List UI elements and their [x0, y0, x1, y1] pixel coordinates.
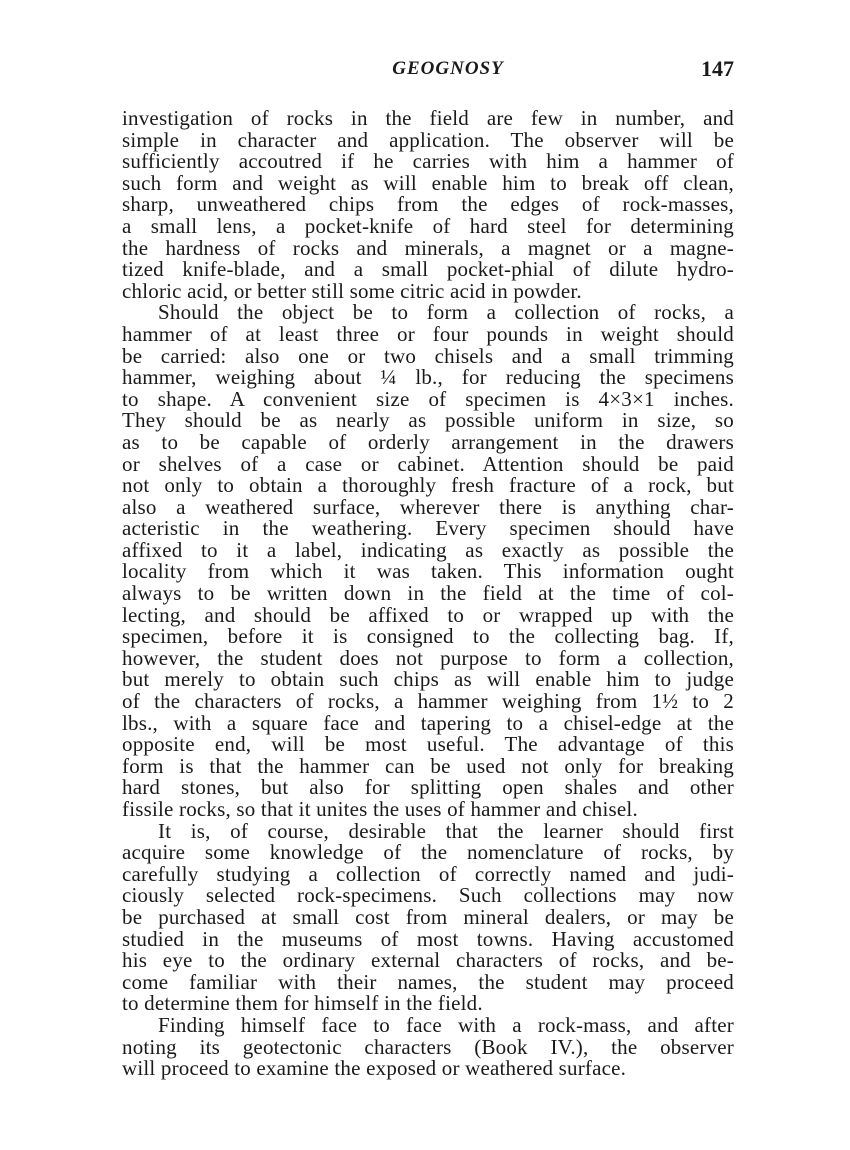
text-line: sharp, unweathered chips from the edges of rock-masses,	[122, 192, 734, 217]
text-line: investigation of rocks in the field are few in number, and	[122, 106, 734, 130]
text-line: come familiar with their names, the student may proceed	[122, 969, 734, 994]
text-line: chloric acid, or better still some citric acid in powder.	[122, 278, 582, 303]
page-number: 147	[701, 56, 734, 81]
text-line: hard stones, but also for splitting open shales and other	[122, 775, 734, 800]
text-line: noting its geotectonic characters (Book IV.), the observer	[122, 1034, 734, 1059]
body-text	[122, 108, 734, 1080]
text-line: to shape. A convenient size of specimen is 4×3×1 inches.	[122, 386, 734, 411]
running-title: GEOGNOSY	[392, 58, 504, 79]
text-line: to determine them for himself in the field.	[122, 991, 483, 1016]
text-line: but merely to obtain such chips as will enable him to judge	[122, 667, 734, 692]
text-line: hammer of at least three or four pounds in weight should	[122, 321, 734, 346]
text-line: will proceed to examine the exposed or weathered surface.	[122, 1056, 627, 1081]
text-line: sufficiently accoutred if he carries with him a hammer of	[122, 149, 734, 174]
text-line: acteristic in the weathering. Every specimen should have	[122, 516, 734, 541]
text-line: lbs., with a square face and tapering to a chisel-edge at the	[122, 710, 734, 735]
text-line: simple in character and application. The observer will be	[122, 127, 734, 152]
text-line: as to be capable of orderly arrangement in the drawers	[122, 429, 734, 454]
text-line: form is that the hammer can be used not only for breaking	[122, 753, 734, 778]
text-line: affixed to it a label, indicating as exactly as possible the	[122, 537, 734, 562]
text-line: of the characters of rocks, a hammer weighing from 1½ to 2	[122, 689, 734, 714]
text-line: tized knife-blade, and a small pocket-phial of dilute hydro-	[122, 257, 734, 282]
text-line: hammer, weighing about ¼ lb., for reducing the specimens	[122, 365, 734, 390]
paragraph-start-line: It is, of course, desirable that the learner should first	[158, 818, 734, 843]
text-line: fissile rocks, so that it unites the uses of hammer and chisel.	[122, 797, 638, 821]
text-line: a small lens, a pocket-knife of hard steel for determining	[122, 213, 734, 238]
text-line: specimen, before it is consigned to the collecting bag. If,	[122, 624, 734, 649]
text-line: ciously selected rock-specimens. Such collections may now	[122, 883, 734, 908]
text-line: also a weathered surface, wherever there is anything char-	[122, 494, 734, 519]
text-line: such form and weight as will enable him to break off clean,	[122, 170, 734, 195]
text-line: be carried: also one or two chisels and a small trimming	[122, 343, 734, 368]
text-line: carefully studying a collection of correctly named and judi-	[122, 861, 734, 886]
text-line: always to be written down in the field at the time of col-	[122, 581, 734, 606]
text-line: be purchased at small cost from mineral dealers, or may be	[122, 904, 734, 929]
paragraph-start-line: Finding himself face to face with a rock-mass, and after	[158, 1012, 734, 1037]
text-line: however, the student does not purpose to form a collection,	[122, 645, 734, 670]
text-line: locality from which it was taken. This information ought	[122, 559, 734, 584]
text-line: the hardness of rocks and minerals, a magnet or a magne-	[122, 235, 734, 260]
text-line: studied in the museums of most towns. Having accustomed	[122, 926, 734, 951]
text-line: or shelves of a case or cabinet. Attention should be paid	[122, 451, 734, 476]
text-line: opposite end, will be most useful. The advantage of this	[122, 732, 734, 757]
text-line: They should be as nearly as possible uniform in size, so	[122, 408, 734, 433]
text-line: acquire some knowledge of the nomenclature of rocks, by	[122, 840, 734, 865]
text-line: not only to obtain a thoroughly fresh fracture of a rock, but	[122, 473, 734, 498]
text-line: his eye to the ordinary external characters of rocks, and be-	[122, 948, 734, 973]
running-head	[122, 58, 734, 94]
paragraph-start-line: Should the object be to form a collection of rocks, a	[158, 300, 734, 325]
text-line: lecting, and should be affixed to or wrapped up with the	[122, 602, 734, 627]
book-page	[122, 58, 734, 1080]
